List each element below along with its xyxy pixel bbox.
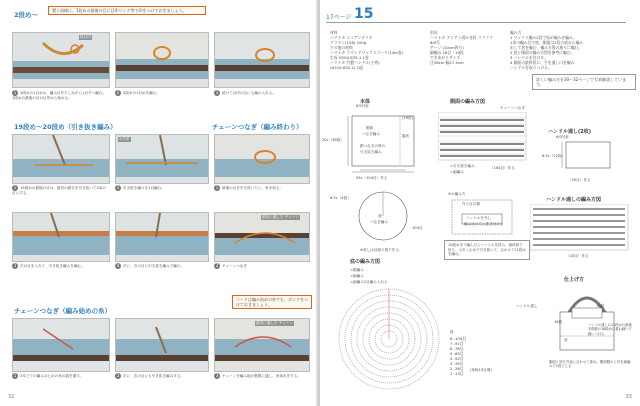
tools-line: 注38cm 幅27.5cm	[430, 60, 464, 65]
section-title-chain-start: チェーンつなぎ（編み始めの糸）	[14, 307, 112, 315]
legend-sc: =細編み	[350, 274, 364, 278]
step-caption: 2 引き抜き編みを1目編む。	[116, 185, 165, 190]
body-label: (19段)	[402, 116, 413, 120]
step-photo	[214, 212, 310, 262]
step-caption: 1 3本どりの編みはじめの糸の端を通す。	[13, 373, 84, 378]
body-label: 脇糸	[402, 134, 410, 138]
step-caption: 3 次の目を入れて、引き抜き編みを編む。	[13, 263, 85, 268]
instructions-line: 2 底と側面の編み方図を参考に編む。	[510, 50, 575, 55]
step-caption: 2 チェーンつなぎ	[215, 263, 247, 268]
increase-note: (毎段13目増)	[470, 368, 492, 372]
hook-label: 作り目の鎖	[462, 202, 480, 206]
tools-line: 細編み 18目・19段	[430, 50, 464, 55]
instructions-line: 3 ハンドルを付ける。	[510, 55, 548, 60]
body-label: つなぎ編み	[362, 132, 380, 136]
materials-line: 生成 H204-633-1 1巻	[330, 55, 369, 60]
step-photo	[115, 134, 209, 184]
step-photo	[214, 32, 310, 88]
side-label: チェーンつなぎ	[500, 106, 525, 110]
step-photo	[12, 212, 110, 262]
materials-line: ハマナカ 竹製ハンドル(小判)	[330, 60, 380, 65]
diagram-title-handle: ハンドル通し(2枚)	[548, 129, 592, 135]
page-reference: 17ページ	[326, 14, 352, 21]
step-caption: 1 2段めの1目めは、編み目をたしながら1目ずつ編む。1段めの最後の目の目印から始める。	[12, 90, 106, 100]
handle-width: （20目）作る	[568, 178, 591, 182]
photo-tag: 最初に通した チェーン	[262, 215, 299, 219]
increase-row: 4 -52目	[450, 356, 464, 361]
step-caption: 2 2段めの1目めを編む。	[116, 90, 160, 95]
side-legend: =細編み	[450, 170, 464, 174]
increase-row: 8 -104目	[450, 336, 467, 341]
diagram-title-finish: 仕上げ方	[564, 277, 585, 283]
bottom-diagram	[348, 186, 418, 246]
tools-line: 6/0号	[430, 40, 440, 45]
materials-line: ハマナカ ラウンドワックスコード(14m巻)	[330, 50, 404, 55]
handle-chart-count: （20目）作る	[566, 254, 589, 258]
section-title-chain-end: チェーンつなぎ（編み終わり）	[212, 123, 303, 131]
step-photo	[12, 134, 110, 184]
materials-line: 材料	[330, 30, 338, 35]
diagram-title-bottom-chart: 底の編み方図	[350, 259, 381, 265]
finish-note: 側面と底を外表に合わせて重ね、側面側から外を細編みで1段とじる	[549, 360, 631, 369]
photo-tag: 段目印	[80, 35, 91, 39]
increase-row: 6 -78目	[450, 346, 464, 351]
step-caption: 3 続けて目印の目にも編み入れる。	[215, 90, 276, 95]
increase-row: 2 -26目	[450, 366, 464, 371]
step-caption: 2 次に、次の目にも引き抜き編みする。	[116, 373, 185, 378]
step-photo	[115, 212, 209, 262]
increase-row: 5 -65目	[450, 351, 464, 356]
side-chart	[438, 112, 528, 162]
instructions-line: ハンドルを取りつける。	[510, 65, 552, 70]
diagram-title-side: 側面の編み方図	[450, 99, 486, 105]
step-photo	[214, 318, 310, 372]
tools-line: 用具	[430, 30, 438, 35]
bottom-count: 104目	[412, 226, 423, 230]
diagram-sub: 6/0号針	[356, 104, 369, 108]
step-photo	[12, 318, 110, 372]
materials-list	[330, 30, 425, 70]
left-page	[0, 0, 318, 406]
instructions-line: 編み方	[510, 30, 522, 35]
step-caption: 1 最後の目を引き抜いたら、糸を切る。	[215, 185, 284, 190]
tools-list	[430, 30, 510, 65]
tools-line: ゲージ (10cm四方)	[430, 45, 464, 50]
hint-box: 詳しい編み方を30〜32ページで写真解説しています。	[532, 74, 636, 90]
note-marker: 置と同様に、1段めの最後の目に目印リング等で印をつけておきましょう。	[48, 6, 206, 15]
hook-label: ハンドルを外し	[466, 216, 492, 220]
pattern-number: 15	[354, 6, 374, 22]
increase-row: 7 -91目	[450, 341, 464, 346]
instructions-line: 1 ワックス編み2段で始め編みを編み、	[510, 35, 577, 40]
bottom-note: ※底しは目減り数で作る。	[360, 248, 403, 252]
hook-note: 10段めまで編んだらハンドルを挟み、最終段で折り、ボタン止めで引き抜いて、合わせて11段めを編む。	[444, 240, 530, 260]
step-photo	[115, 318, 209, 372]
pattern-header	[326, 4, 626, 23]
body-width: 55c（104目）作る	[356, 176, 388, 180]
right-page	[320, 0, 640, 406]
side-count: （104目）作る	[490, 166, 515, 170]
materials-line: (H210-632-1) 1組	[330, 65, 363, 70]
instructions-line: 出して底を編む、編み方図の通りに編む。	[510, 45, 583, 50]
bottom-label: つなぎ編み	[370, 220, 388, 224]
body-label: 鎖つなぎの時の	[360, 144, 386, 148]
finish-label: 底	[564, 338, 568, 342]
section-title-row2: 2段め〜	[14, 11, 39, 19]
hook-title: ※の編み方	[448, 192, 466, 196]
legend-inc: =細編み2目編み入れる	[350, 280, 388, 284]
step-photo	[115, 32, 209, 88]
materials-line: その他の材料	[330, 45, 353, 50]
page-number: 33	[625, 394, 632, 400]
step-photo	[214, 134, 310, 184]
bottom-label: 底	[378, 214, 382, 218]
increase-row: 3 -39目	[450, 361, 464, 366]
section-title-row19: 19段め〜20段め（引き抜き編み）	[14, 123, 117, 131]
side-legend: =引き抜き編み	[450, 164, 475, 168]
page-number: 32	[8, 394, 15, 400]
handle-chart	[530, 204, 630, 252]
body-label: 側面	[366, 126, 374, 130]
materials-line: グラタン(156) 100g	[330, 40, 367, 45]
step-caption: 4 次に、次の目に引き抜き編みで編む。	[116, 263, 185, 268]
finish-label: ハンドル通し	[516, 304, 538, 308]
bottom-chart	[334, 284, 444, 394]
step-caption: 3 チェーンを編み地の裏側に通し、糸始末をする。	[215, 373, 301, 378]
hook-label: 編み目の方に巻き付ける	[464, 222, 504, 226]
instructions-list	[510, 30, 630, 70]
step-caption: 1 19段めの最後の目は、最初の鎖目を引き抜いて3本の目にする。	[12, 185, 106, 195]
materials-line: ハマナカ エコアンダリヤ	[330, 35, 373, 40]
step-photo	[12, 32, 110, 88]
body-label: 引き抜き編み	[360, 150, 382, 154]
instructions-line: 4 側面の最終段に、手を通し口を編み	[510, 60, 575, 65]
legend-chain: =鎖編み	[350, 268, 364, 272]
photo-tag: 最初に通した チェーン	[256, 321, 293, 325]
handle-height: 6.5c（12段）	[542, 154, 566, 158]
bottom-height: 6.5c（4段）	[330, 196, 351, 200]
diagram-title-body: 本体	[360, 99, 371, 105]
finish-note: ハンドル通しの11段めの最後を側面の16段めに重ね縫いで縫いつける	[588, 323, 632, 336]
finish-label: 16段	[596, 304, 605, 308]
diagram-title-handle-chart: ハンドル通しの編み方図	[546, 197, 602, 203]
instructions-line: 1本の編み目で底、側面は2段の底から編み	[510, 40, 584, 45]
increase-header: 段	[450, 330, 454, 334]
tools-line: できあがりサイズ	[430, 55, 461, 60]
handle-sub: 6/0号針	[556, 135, 569, 139]
photo-tag: かぎ針	[119, 137, 130, 141]
note-glue: コードは編み始めの糸でも、ボンドをつけておきましょう。	[232, 295, 312, 309]
finish-label: 16段	[554, 320, 563, 324]
body-height: 20c（38段）	[322, 138, 344, 142]
increase-row: 1 -13目	[450, 371, 464, 376]
tools-line: ハマナカ アミアミ両かぎ針 ラクラク	[430, 35, 494, 40]
